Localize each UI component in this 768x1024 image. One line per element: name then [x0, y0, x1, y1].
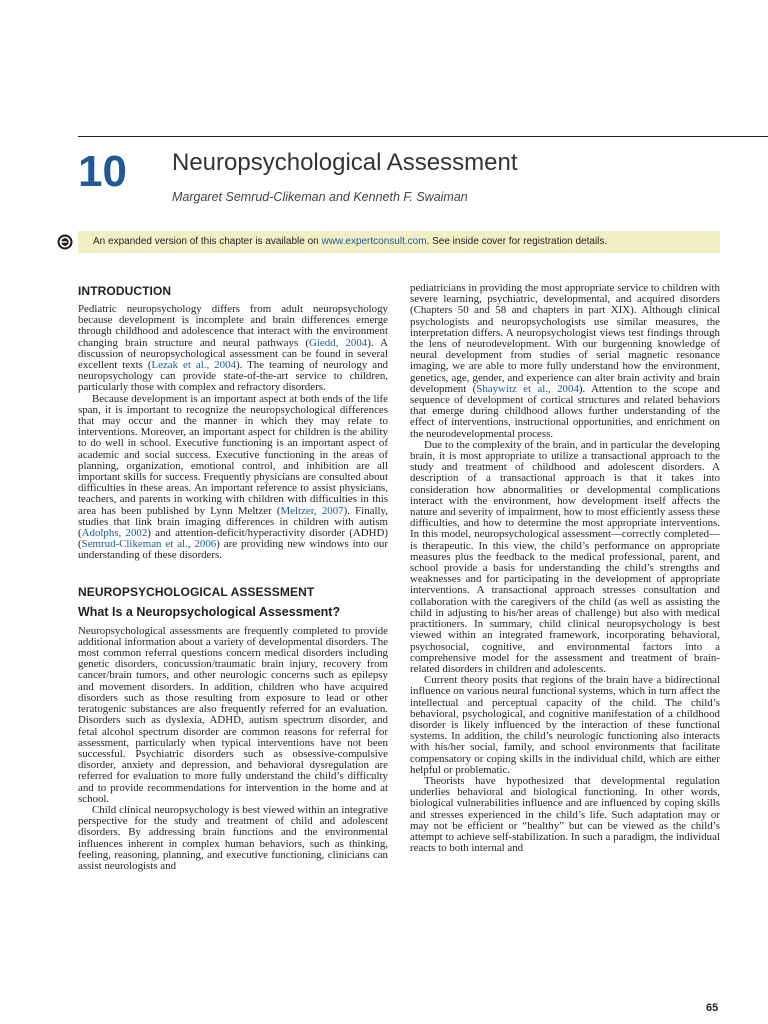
paragraph: Due to the complexity of the brain, and in particular the developing brain, it is most appropriate to utilize a transactional approach to the study and treatment of childhood and adolescent disorders. A description of a transactional approach is that it takes into consideration how abnormalities or developmental complications interact with the environment, how development itself affects the nature and severity of impairment, how to most efficiently assess these difficulties, and how to determine the most appropriate interventions. In this model, neuropsychological assessment—correctly completed—is therapeutic. In this view, the child’s performance on appropriate measures plus the feedback to the medical professional, parent, and school provide a basis for understanding the child’s strengths and weaknesses and for participating in the development of appropriate interventions. A transactional approach stresses consultation and collaboration with the caregivers of the child (as well as assisting the child in adjusting to his/her areas of challenge) but also with medical practitioners. In summary, child clinical neuropsychology is best viewed within an integrated framework, incorporating behavioral, psychosocial, cognitive, and environmental factors into a comprehensive model for the assessment and treatment of brain-related disorders in children and adolescents. [410, 438, 720, 675]
text: Because development is an important aspect at both ends of the life span, it is important to recognize the neuropsychological differences that may occur and the manner in which they may relate to interventions. Moreover, an important aspect for children is the ability to do well in school. Executive functioning is an important aspect of academic and social success. Executive functioning in the areas of planning, organization, emotional control, and inhibition are all important skills for success. Frequently physicians are consulted about difficulties in these areas. An important reference to assist physicians, teachers, and parents in working with children with difficulties in this area has been published by Lynn Meltzer ( [78, 392, 388, 517]
citation-link[interactable]: Semrud-Clikeman et al., 2006 [81, 538, 217, 551]
header-rule [78, 136, 768, 137]
paragraph [78, 394, 388, 562]
paragraph: Current theory posits that regions of the brain have a bidirectional influence on various neural functional systems, which in turn affect the intellectual and perceptual capacity of the child. The child’s behavioral, psychological, and cognitive manifestation of a childhood disorder is likely influenced by the interaction of these functional systems. In addition, the child’s neurologic functioning also interacts with his/her social, family, and school environments that facilitate compensatory or coping skills in the individual child, which are either helpful or problematic. [410, 674, 720, 776]
section-heading-introduction: INTRODUCTION [78, 284, 172, 298]
chapter-number: 10 [78, 147, 127, 196]
expert-consult-link[interactable]: www.expertconsult.com [321, 236, 427, 247]
paragraph: Child clinical neuropsychology is best viewed within an integrative perspective for the study and treatment of child and adolescent disorders. By addressing brain functions and the environmental influences inherent in complex human behaviors, such as thinking, feeling, reasoning, planning, and executive functioning, clinicians can assist neurologists and [78, 803, 388, 872]
text: ). Attention to the scope and sequence of development of cortical structures and related behaviors that emerge during childhood allows further understanding of the effect of interventions, instructional opportunities, and enrichment on the neurodevelopmental process. [410, 382, 720, 440]
text: ). Finally, studies that link brain imaging differences in children with autism ( [78, 504, 388, 540]
text: ). The teaming of neurology and neuropsychology can provide state-of-the-art service to children, particularly those with complex and refractory disorders. [78, 359, 388, 394]
citation-link[interactable]: Giedd, 2004 [308, 336, 368, 349]
text: ) are providing new windows into our understanding of these disorders. [78, 538, 389, 562]
text: Pediatric neuropsychology differs from adult neuropsychology because development is incomplete and brain differences emerge through childhood and adolescence that interact with the environment changing brain structure and neural pathways ( [78, 303, 388, 349]
left-column [78, 284, 388, 872]
section-heading-assessment: NEUROPSYCHOLOGICAL ASSESSMENT [78, 584, 315, 599]
chapter-title: Neuropsychological Assessment [172, 149, 518, 176]
citation-link[interactable]: Lezak et al., 2004 [151, 359, 236, 372]
citation-link[interactable]: Shaywitz et al., 2004 [476, 382, 579, 395]
citation-link[interactable]: Meltzer, 2007 [280, 504, 344, 517]
text: pediatricians in providing the most appropriate service to children with severe learning, psychiatric, developmental, and acquired disorders (Chapters 50 and 58 and chapters in part XIX). Although clinical psychologists and neuropsychologists use similar measures, the interpretation differs. A neuropsychologist views test findings through the lens of neurodevelopment. With our burgeoning knowledge of neural development from studies of serial magnetic resonance imaging, we are able to more fully understand how the environment, genetics, age, gender, and experience can alter brain activity and brain development ( [410, 282, 720, 395]
subsection-heading: What Is a Neuropsychological Assessment? [78, 604, 341, 619]
citation-link[interactable]: Adolphs, 2002 [81, 527, 148, 540]
banner-text-after: . See inside cover for registration details. [426, 236, 608, 247]
text: ) and attention-deficit/hyperactivity disorder (ADHD) ( [78, 527, 388, 551]
text: ). A discussion of neuropsychological assessment can be found in several excellent texts ( [78, 336, 388, 372]
expert-consult-icon [57, 234, 73, 250]
chapter-authors: Margaret Semrud-Clikeman and Kenneth F. Swaiman [172, 190, 468, 204]
banner-text-before: An expanded version of this chapter is available on [93, 236, 322, 247]
right-column [410, 283, 720, 854]
paragraph [78, 304, 388, 394]
expert-consult-banner [78, 231, 720, 253]
paragraph: Theorists have hypothesized that developmental regulation underlies behavioral and biological functioning. In other words, biological vulnerabilities influence and are influenced by coping skills and stresses experienced in the child’s life. Such adaptation may or may not be efficient or “healthy” but can be viewed as the child’s attempt to achieve self-stabilization. In such a paradigm, the individual reacts to both internal and [410, 774, 720, 855]
paragraph [410, 283, 720, 440]
paragraph: Neuropsychological assessments are frequently completed to provide additional information about a variety of developmental disorders. The most common referral questions concern medical disorders including genetic disorders, concussion/traumatic brain injury, recovery from cancer/brain tumors, and other neurologic concerns such as epilepsy and movement disorders. In addition, children who have acquired disorders such as those resulting from exposure to lead or other teratogenic substances are also frequently referred for an evaluation. Disorders such as dyslexia, ADHD, autism spectrum disorder, and fetal alcohol spectrum disorder are common reasons for referral for assessment, particularly when typical interventions have not been successful. Psychiatric disorders such as obsessive-compulsive disorder, anxiety and depression, and behavioral dysregulation are referred for evaluation to more fully understand the child’s difficulty and to provide recommendations for intervention in the home and at school. [78, 624, 388, 805]
page-number: 65 [706, 1002, 719, 1014]
